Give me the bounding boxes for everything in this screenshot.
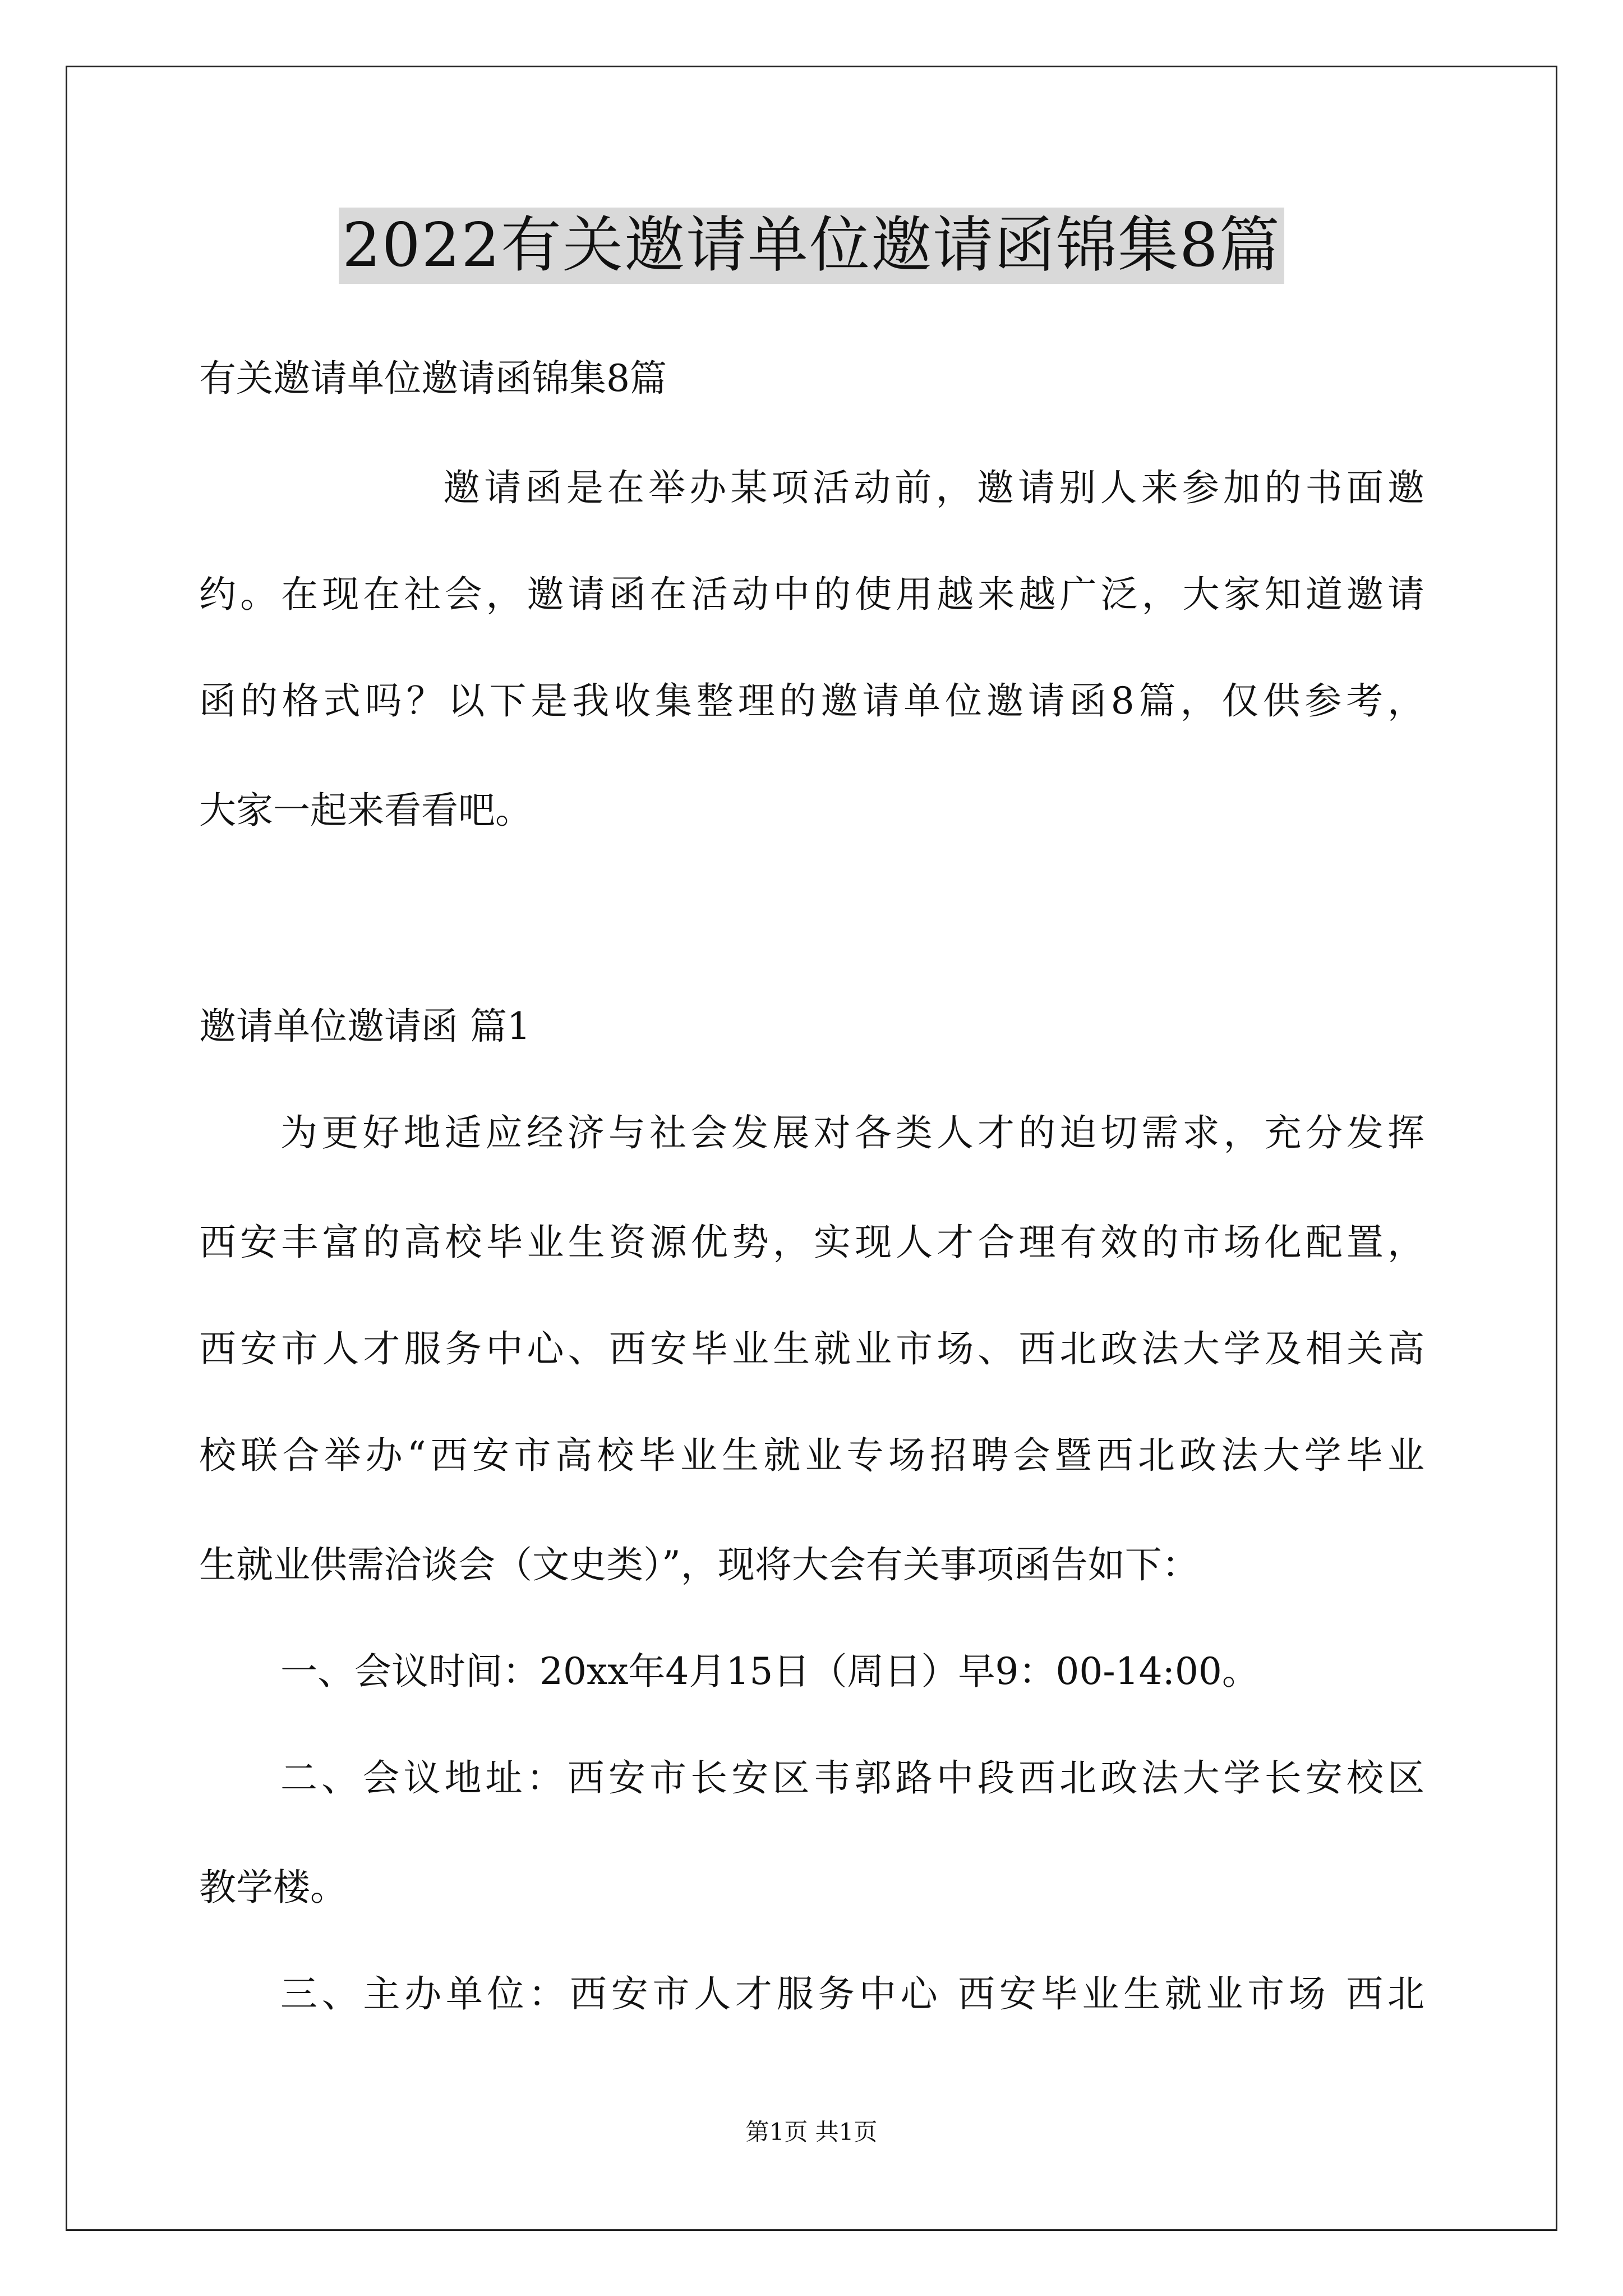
document-title: 2022有关邀请单位邀请函锦集8篇 bbox=[339, 208, 1284, 284]
intro-line-1: 邀请函是在举办某项活动前，邀请别人来参加的书面邀 bbox=[443, 466, 1424, 509]
document-subtitle: 有关邀请单位邀请函锦集8篇 bbox=[199, 357, 667, 400]
section-heading: 邀请单位邀请函 篇1 bbox=[199, 1005, 531, 1048]
body-line-3: 西安市人才服务中心、西安毕业生就业市场、西北政法大学及相关高 bbox=[199, 1327, 1424, 1370]
intro-line-2: 约。在现在社会，邀请函在活动中的使用越来越广泛，大家知道邀请 bbox=[199, 573, 1424, 616]
body-line-1: 为更好地适应经济与社会发展对各类人才的迫切需求，充分发挥 bbox=[280, 1111, 1424, 1154]
body-line-6: 一、会议时间：20xx年4月15日（周日）早9：00-14:00。 bbox=[280, 1650, 1259, 1693]
body-line-9: 三、主办单位：西安市人才服务中心 西安毕业生就业市场 西北 bbox=[280, 1972, 1424, 2016]
body-line-5: 生就业供需洽谈会（文史类）”，现将大会有关事项函告如下： bbox=[199, 1543, 1199, 1586]
body-line-8: 教学楼。 bbox=[199, 1866, 347, 1909]
intro-line-4: 大家一起来看看吧。 bbox=[199, 789, 532, 832]
page-footer: 第1页 共1页 bbox=[745, 2118, 878, 2146]
body-line-7: 二、会议地址：西安市长安区韦郭路中段西北政法大学长安校区 bbox=[280, 1756, 1424, 1800]
title-container bbox=[0, 208, 1623, 284]
intro-line-3: 函的格式吗？以下是我收集整理的邀请单位邀请函8篇，仅供参考， bbox=[199, 679, 1424, 723]
body-line-2: 西安丰富的高校毕业生资源优势，实现人才合理有效的市场化配置， bbox=[199, 1221, 1424, 1264]
body-line-4: 校联合举办“西安市高校毕业生就业专场招聘会暨西北政法大学毕业 bbox=[199, 1434, 1424, 1477]
